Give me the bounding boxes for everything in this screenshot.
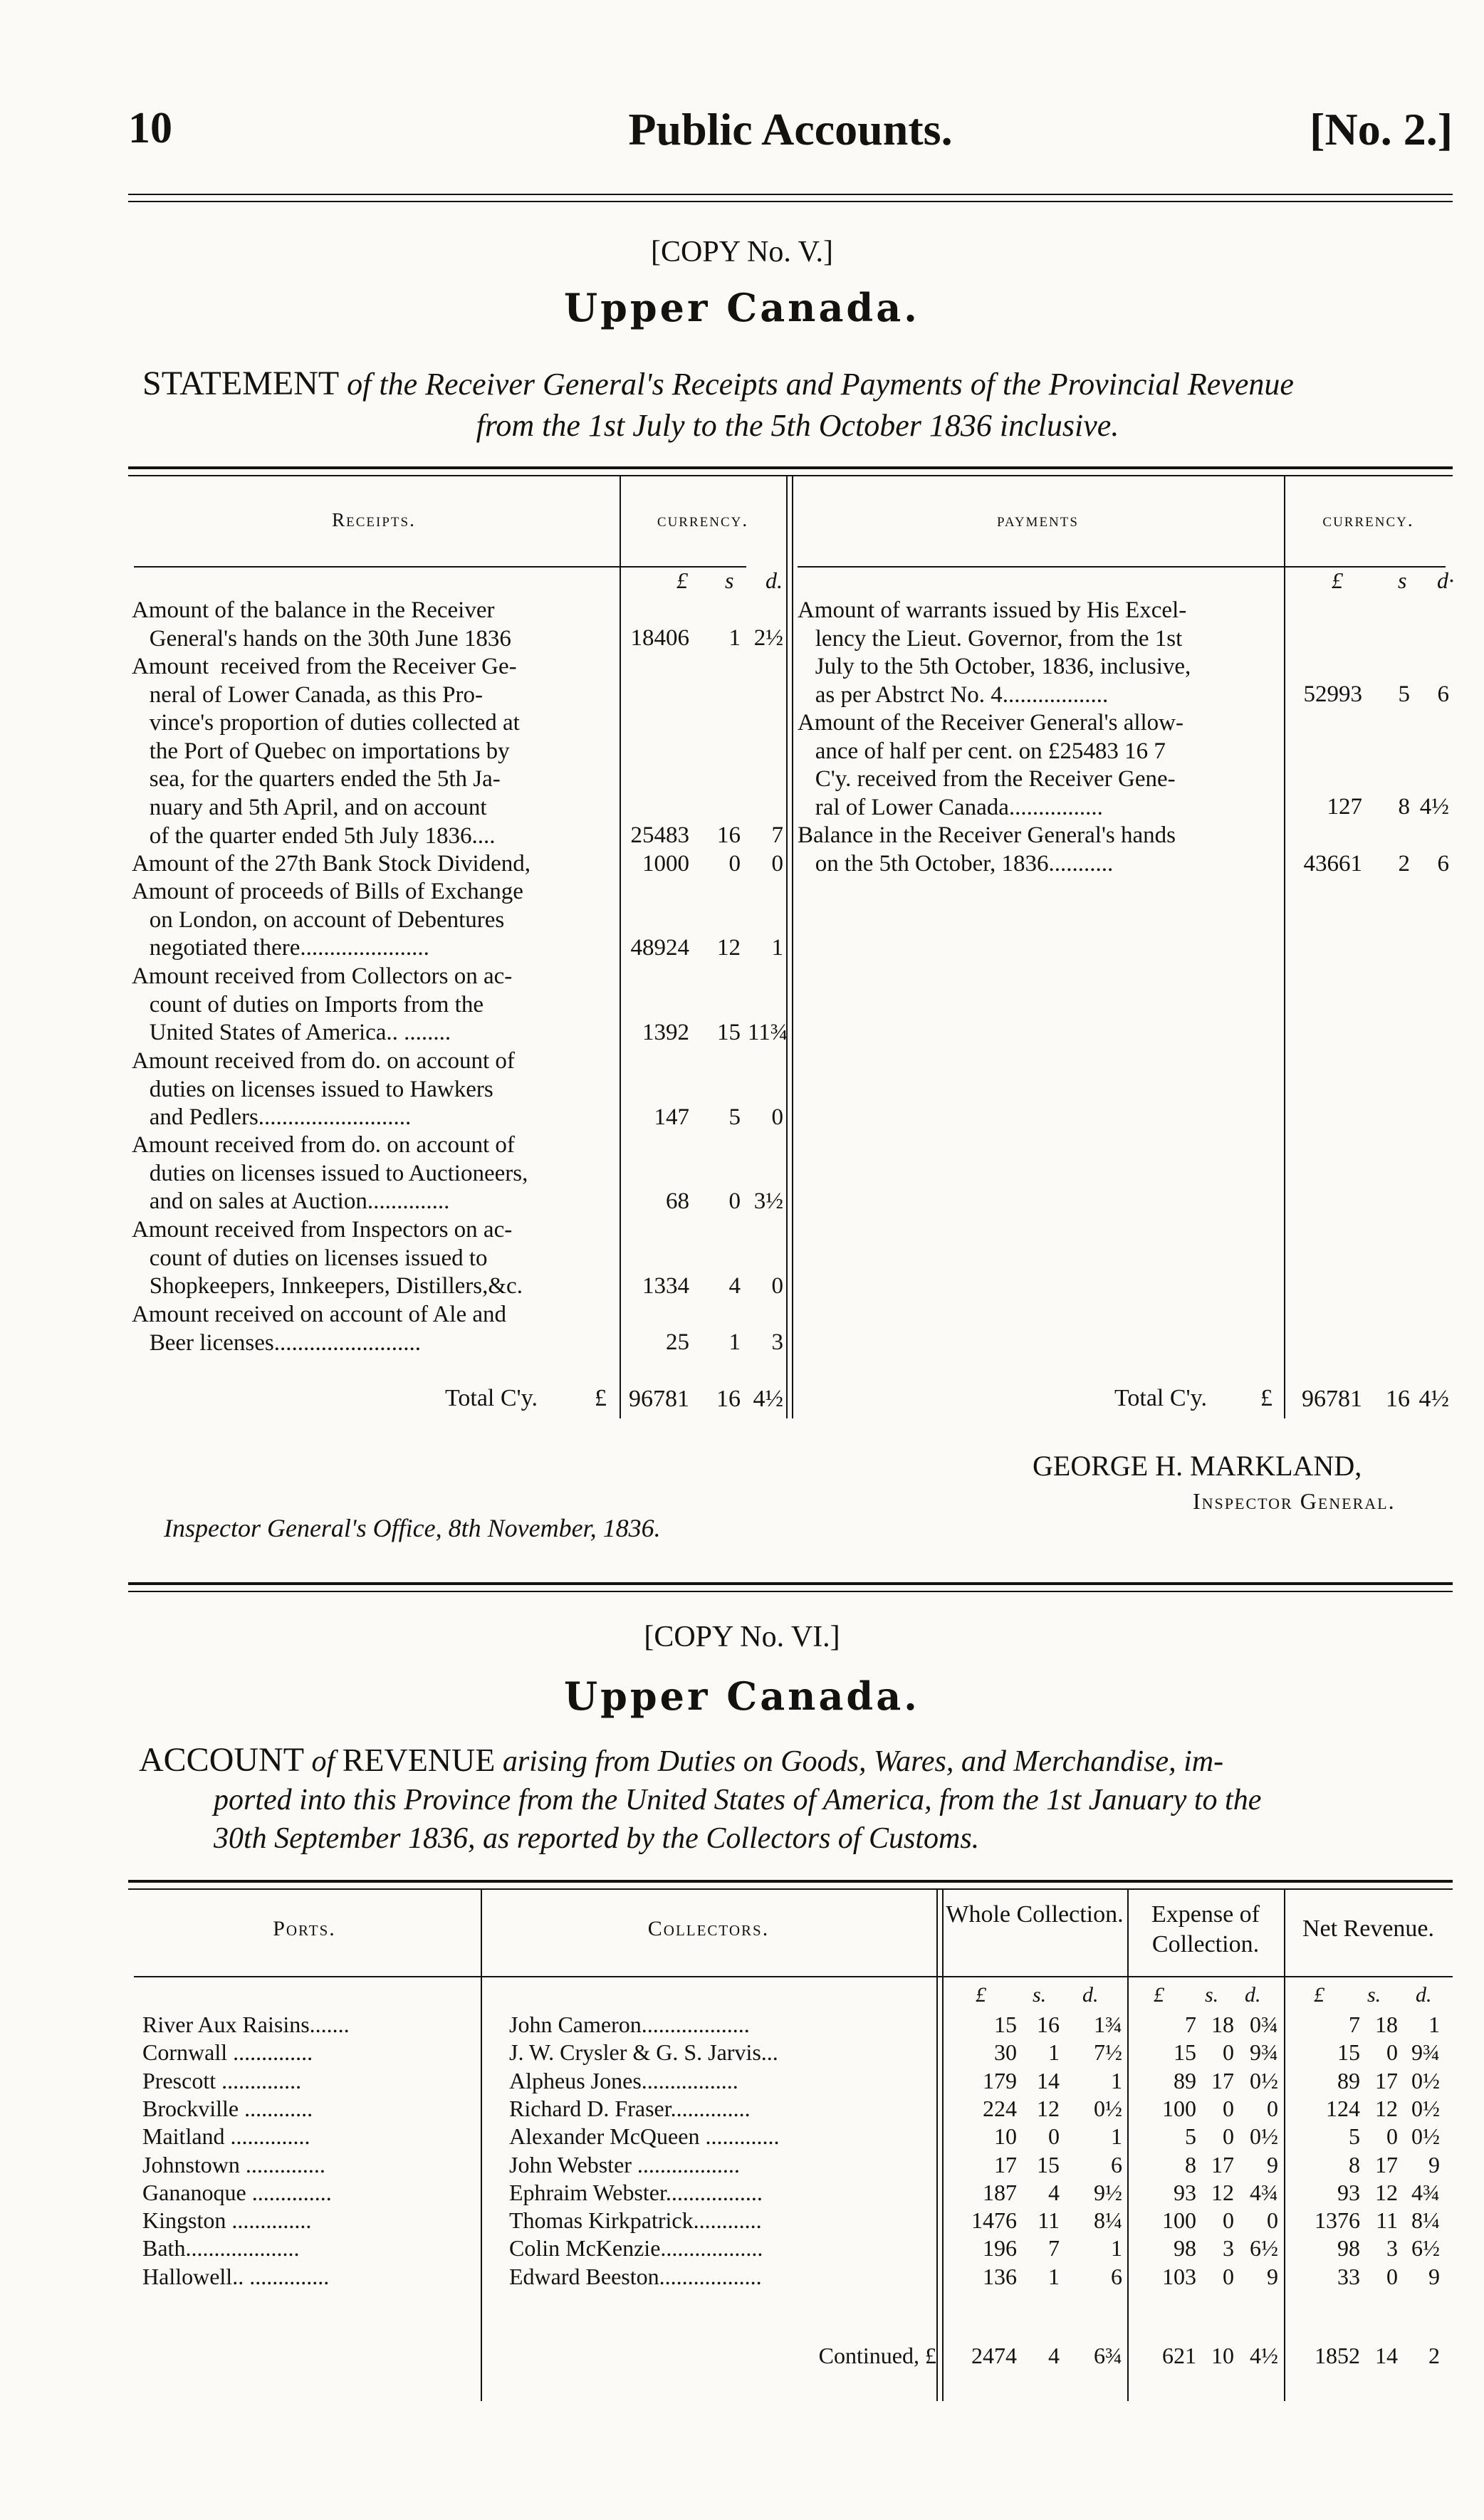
unit-shillings: s — [1398, 568, 1407, 593]
payment-shillings: 2 — [1398, 851, 1410, 877]
collector-name: Alpheus Jones................. — [509, 2067, 738, 2093]
statement-title — [142, 363, 1453, 446]
receipt-pounds: 147 — [654, 1104, 689, 1130]
expense-pounds: 103 — [1162, 2263, 1196, 2289]
net-pence: 0½ — [1411, 2095, 1440, 2121]
expense-pence: 0¾ — [1250, 2012, 1278, 2037]
receipt-pence: 2½ — [753, 625, 783, 651]
expense-pounds: 8 — [1185, 2151, 1196, 2177]
receipt-pounds: 68 — [666, 1188, 689, 1214]
expense-pounds: 15 — [1174, 2039, 1196, 2066]
whole-pounds: 196 — [983, 2235, 1017, 2262]
whole-pounds: 10 — [994, 2123, 1017, 2150]
expense-pounds: 621 — [1162, 2343, 1196, 2368]
collector-name: John Cameron................... — [509, 2012, 750, 2037]
expense-pounds: 89 — [1174, 2067, 1196, 2093]
receipt-shillings: 0 — [728, 1188, 741, 1214]
receipt-pounds: 25 — [666, 1329, 689, 1355]
expense-pence: 0 — [1267, 2095, 1278, 2121]
currency-header: currency. — [1322, 509, 1414, 530]
table-row — [128, 2235, 1453, 2262]
port-name: Johnstown .............. — [142, 2151, 325, 2177]
whole-shillings: 14 — [1037, 2067, 1060, 2093]
table-row — [128, 2123, 1453, 2150]
receipt-pounds: 1334 — [642, 1273, 689, 1299]
net-pounds: 7 — [1349, 2012, 1360, 2037]
receipt-pence: 7 — [771, 822, 783, 848]
receipt-shillings: 15 — [717, 1020, 741, 1045]
unit-label: £ — [976, 1983, 986, 2007]
whole-shillings: 11 — [1038, 2207, 1060, 2234]
receipt-shillings: 1 — [728, 625, 741, 651]
payment-pence: 6 — [1437, 681, 1449, 707]
signatory-title: Inspector General. — [1193, 1488, 1396, 1514]
document-number: [No. 2.] — [1310, 104, 1453, 155]
whole-pence: 9½ — [1094, 2179, 1122, 2205]
receipt-pence: 0 — [771, 1104, 783, 1130]
payment-pence: 6 — [1437, 851, 1449, 877]
statement-table — [128, 466, 1453, 1417]
statement-line1: of the Receiver General's Receipts and Payments of the Provincial Revenue — [347, 367, 1294, 402]
expense-pence: 6½ — [1250, 2235, 1278, 2262]
port-name: Maitland .............. — [142, 2123, 310, 2150]
receipt-shillings: 0 — [728, 851, 741, 877]
net-pence: 9¾ — [1411, 2039, 1440, 2066]
account-of: of — [311, 1745, 335, 1778]
payment-entry: Balance in the Receiver General's hands on the 5th October, 1836........... — [798, 822, 1176, 877]
whole-shillings: 16 — [1037, 2012, 1060, 2037]
ports-header: Ports. — [273, 1917, 336, 1940]
net-pence: 9 — [1428, 2151, 1440, 2177]
place-heading: Upper Canada. — [564, 1673, 920, 1719]
collector-name: Edward Beeston.................. — [509, 2263, 762, 2289]
account-line1: arising from Duties on Goods, Wares, and Merchandise, im- — [502, 1745, 1224, 1778]
expense-pence: 9 — [1267, 2263, 1278, 2289]
receipt-shillings: 1 — [728, 1329, 741, 1355]
page-title: Public Accounts. — [628, 104, 953, 155]
collector-name: J. W. Crysler & G. S. Jarvis... — [509, 2039, 778, 2066]
account-lead: ACCOUNT — [139, 1741, 305, 1779]
whole-pence: 7½ — [1094, 2039, 1122, 2066]
table-rule — [134, 1976, 1453, 1977]
expense-shillings: 12 — [1211, 2179, 1234, 2205]
whole-shillings: 1 — [1048, 2039, 1060, 2066]
collector-name: Richard D. Fraser.............. — [509, 2095, 751, 2121]
receipts-header: Receipts. — [332, 509, 416, 530]
expense-pence: 9¾ — [1250, 2039, 1278, 2066]
net-shillings: 0 — [1386, 2263, 1398, 2289]
collector-name: Thomas Kirkpatrick............ — [509, 2207, 762, 2234]
unit-pence: d. — [765, 568, 783, 593]
unit-pounds: £ — [1332, 568, 1343, 593]
payment-pounds: 52993 — [1303, 681, 1362, 707]
office-date-line: Inspector General's Office, 8th November, 1836. — [164, 1514, 661, 1542]
receipt-shillings: 12 — [717, 935, 741, 961]
payment-entry: Amount of the Receiver General's allow- ance of half per cent. on £25483 16 7 C'y. received from the Receiver Gene- ral of Lower Canada................ — [798, 710, 1184, 820]
port-name: Brockville ............ — [142, 2095, 313, 2121]
table-row — [128, 2068, 1453, 2095]
whole-pence: 1 — [1111, 2123, 1122, 2150]
payment-shillings: 8 — [1398, 794, 1410, 820]
copy-label: [COPY No. VI.] — [644, 1621, 840, 1653]
table-rule — [128, 1880, 1453, 1883]
receipt-entry: Amount received from do. on account of duties on licenses issued to Hawkers and Pedlers.......................... — [132, 1048, 515, 1131]
expense-shillings: 10 — [1211, 2343, 1234, 2368]
expense-pence: 0½ — [1250, 2123, 1278, 2150]
total-pence: 4½ — [1418, 1386, 1449, 1412]
expense-pence: 0½ — [1250, 2067, 1278, 2093]
net-pounds: 33 — [1337, 2263, 1360, 2289]
receipt-entry: Amount of the 27th Bank Stock Dividend, — [132, 851, 531, 877]
expense-pounds: 7 — [1185, 2012, 1196, 2037]
statement-line2: from the 1st July to the 5th October 1836 inclusive. — [476, 408, 1119, 443]
net-shillings: 17 — [1375, 2067, 1398, 2093]
place-heading: Upper Canada. — [564, 285, 920, 330]
table-row — [128, 2180, 1453, 2207]
continued-row — [128, 2343, 1453, 2370]
whole-pence: 1 — [1111, 2067, 1122, 2093]
whole-pence: 6 — [1111, 2151, 1122, 2177]
expense-pounds: 93 — [1174, 2179, 1196, 2205]
whole-pounds: 30 — [994, 2039, 1017, 2066]
net-pounds: 1852 — [1315, 2343, 1360, 2368]
expense-shillings: 17 — [1211, 2067, 1234, 2093]
unit-shillings: s — [725, 568, 734, 593]
net-shillings: 3 — [1386, 2235, 1398, 2262]
expense-shillings: 18 — [1211, 2012, 1234, 2037]
net-pence: 6½ — [1411, 2235, 1440, 2262]
receipt-entry: Amount of proceeds of Bills of Exchange on London, on account of Debentures negotiated there...................... — [132, 879, 523, 961]
whole-pence: 6 — [1111, 2263, 1122, 2289]
table-rule — [134, 566, 746, 568]
expense-shillings: 0 — [1223, 2095, 1234, 2121]
net-shillings: 12 — [1375, 2095, 1398, 2121]
table-rule — [798, 566, 1446, 568]
whole-pounds: 17 — [994, 2151, 1017, 2177]
table-row — [128, 2152, 1453, 2179]
total-shillings: 16 — [1386, 1386, 1410, 1412]
receipt-entry: Amount received from do. on account of duties on licenses issued to Auctioneers, and on sales at Auction.............. — [132, 1132, 528, 1215]
expense-pounds: 98 — [1174, 2235, 1196, 2262]
signatory-name: GEORGE H. MARKLAND, — [1033, 1450, 1362, 1482]
whole-shillings: 4 — [1048, 2343, 1060, 2368]
net-pence: 4¾ — [1411, 2179, 1440, 2205]
receipt-pence: 3 — [771, 1329, 783, 1355]
table-row — [128, 2096, 1453, 2123]
payment-pence: 4½ — [1419, 794, 1449, 820]
port-name: Hallowell.. .............. — [142, 2263, 330, 2289]
collector-name: Ephraim Webster................. — [509, 2179, 763, 2205]
expense-shillings: 0 — [1223, 2123, 1234, 2150]
net-pounds: 1376 — [1315, 2207, 1360, 2234]
total-symbol: £ — [1260, 1385, 1273, 1411]
port-name: River Aux Raisins....... — [142, 2012, 350, 2037]
receipt-pence: 3½ — [753, 1188, 783, 1214]
unit-pounds: £ — [676, 568, 688, 593]
table-rule — [128, 466, 1453, 469]
receipt-pence: 0 — [771, 1273, 783, 1299]
net-pence: 8¼ — [1411, 2207, 1440, 2234]
copy-label: [COPY No. V.] — [651, 236, 833, 268]
whole-shillings: 12 — [1037, 2095, 1060, 2121]
unit-label: £ — [1154, 1983, 1164, 2007]
unit-label: £ — [1314, 1983, 1324, 2007]
account-revenue: REVENUE — [342, 1742, 496, 1778]
net-pence: 2 — [1428, 2343, 1440, 2368]
expense-pence: 0 — [1267, 2207, 1278, 2234]
expense-pounds: 100 — [1162, 2095, 1196, 2121]
whole-pence: 1¾ — [1094, 2012, 1122, 2037]
whole-pounds: 1476 — [971, 2207, 1017, 2234]
expense-header: Expense of Collection. — [1151, 1901, 1260, 1957]
receipt-entry: Amount received on account of Ale and Beer licenses......................... — [132, 1302, 506, 1356]
net-pence: 0½ — [1411, 2067, 1440, 2093]
receipt-pence: 11¾ — [748, 1020, 788, 1045]
total-shillings: 16 — [716, 1386, 741, 1412]
account-title — [139, 1741, 1453, 1858]
net-shillings: 17 — [1375, 2151, 1398, 2177]
payments-header: payments — [997, 509, 1079, 530]
net-pounds: 124 — [1326, 2095, 1360, 2121]
page-number: 10 — [128, 104, 172, 152]
table-row — [128, 2039, 1453, 2066]
receipt-shillings: 4 — [728, 1273, 741, 1299]
port-name: Gananoque .............. — [142, 2179, 332, 2205]
unit-label: d. — [1416, 1983, 1432, 2007]
collector-name: Alexander McQueen ............. — [509, 2123, 780, 2150]
account-line2: ported into this Province from the United States of America, from the 1st January to the — [214, 1784, 1262, 1816]
account-line3: 30th September 1836, as reported by the Collectors of Customs. — [214, 1822, 980, 1855]
table-row — [128, 2012, 1453, 2039]
whole-pounds: 224 — [983, 2095, 1017, 2121]
payment-pounds: 127 — [1327, 794, 1362, 820]
unit-label: s. — [1367, 1983, 1381, 2007]
payment-shillings: 5 — [1398, 681, 1410, 707]
table-rule — [128, 1888, 1453, 1890]
expense-pence: 9 — [1267, 2151, 1278, 2177]
expense-pounds: 5 — [1185, 2123, 1196, 2150]
expense-pence: 4¾ — [1250, 2179, 1278, 2205]
header-rule — [128, 201, 1453, 202]
whole-pounds: 15 — [994, 2012, 1017, 2037]
collectors-header: Collectors. — [647, 1917, 770, 1940]
whole-shillings: 4 — [1048, 2179, 1060, 2205]
whole-shillings: 0 — [1048, 2123, 1060, 2150]
column-rule — [1284, 475, 1285, 1418]
page-header — [128, 103, 1453, 167]
whole-pence: 6¾ — [1094, 2343, 1122, 2368]
unit-label: s. — [1205, 1983, 1219, 2007]
net-pounds: 5 — [1349, 2123, 1360, 2150]
whole-pence: 0½ — [1094, 2095, 1122, 2121]
net-pence: 0½ — [1411, 2123, 1440, 2150]
net-pounds: 89 — [1337, 2067, 1360, 2093]
unit-label: s. — [1033, 1983, 1047, 2007]
receipt-pounds: 1392 — [642, 1020, 689, 1045]
currency-header: currency. — [657, 509, 749, 530]
table-row — [128, 2207, 1453, 2234]
port-name: Kingston .............. — [142, 2207, 312, 2234]
receipt-pounds: 25483 — [630, 822, 689, 848]
collector-name: John Webster .................. — [509, 2151, 740, 2177]
expense-pounds: 100 — [1162, 2207, 1196, 2234]
whole-pounds: 136 — [983, 2263, 1017, 2289]
net-revenue-header: Net Revenue. — [1302, 1915, 1435, 1942]
receipt-shillings: 16 — [717, 822, 741, 848]
net-pence: 1 — [1428, 2012, 1440, 2037]
net-shillings: 18 — [1375, 2012, 1398, 2037]
whole-shillings: 15 — [1037, 2151, 1060, 2177]
net-shillings: 0 — [1386, 2039, 1398, 2066]
whole-pounds: 2474 — [971, 2343, 1017, 2368]
total-pounds: 96781 — [1302, 1386, 1362, 1412]
whole-shillings: 7 — [1048, 2235, 1060, 2262]
whole-pounds: 179 — [983, 2067, 1017, 2093]
receipt-entry: Amount received from Collectors on ac- count of duties on Imports from the United States of America.. ........ — [132, 963, 513, 1046]
expense-pence: 4½ — [1250, 2343, 1278, 2368]
net-pounds: 15 — [1337, 2039, 1360, 2066]
unit-label: d. — [1082, 1983, 1099, 2007]
net-pounds: 98 — [1337, 2235, 1360, 2262]
table-row — [128, 2264, 1453, 2291]
whole-collection-header: Whole Collection. — [946, 1901, 1124, 1928]
table-rule — [128, 475, 1453, 476]
whole-pence: 1 — [1111, 2235, 1122, 2262]
payment-pounds: 43661 — [1303, 851, 1362, 877]
net-shillings: 14 — [1375, 2343, 1398, 2368]
receipt-entry: Amount of the balance in the Receiver General's hands on the 30th June 1836 — [132, 597, 511, 652]
net-pounds: 8 — [1349, 2151, 1360, 2177]
statement-lead: STATEMENT — [142, 365, 340, 402]
whole-pence: 8¼ — [1094, 2207, 1122, 2234]
net-shillings: 12 — [1375, 2179, 1398, 2205]
receipt-pounds: 18406 — [630, 625, 689, 651]
total-pence: 4½ — [753, 1386, 783, 1412]
revenue-table — [128, 1880, 1453, 2407]
total-label: Total C'y. — [1114, 1385, 1207, 1411]
payment-entry: Amount of warrants issued by His Excel- lency the Lieut. Governor, from the 1st July to the 5th October, 1836, inclusive, as per Abstrct No. 4.................. — [798, 597, 1191, 708]
port-name: Cornwall .............. — [142, 2039, 313, 2066]
whole-shillings: 1 — [1048, 2263, 1060, 2289]
total-pounds: 96781 — [629, 1386, 689, 1412]
port-name: Prescott .............. — [142, 2067, 302, 2093]
expense-shillings: 3 — [1223, 2235, 1234, 2262]
unit-pence: d· — [1437, 568, 1454, 593]
net-shillings: 0 — [1386, 2123, 1398, 2150]
net-pounds: 93 — [1337, 2179, 1360, 2205]
total-label: Total C'y. — [445, 1385, 538, 1411]
continued-label: Continued, £ — [818, 2343, 936, 2368]
receipt-pounds: 1000 — [642, 851, 689, 877]
column-rule — [786, 475, 788, 1418]
receipt-pence: 0 — [771, 851, 783, 877]
expense-shillings: 0 — [1223, 2263, 1234, 2289]
receipt-pounds: 48924 — [630, 935, 689, 961]
column-rule — [792, 475, 793, 1418]
receipt-entry: Amount received from Inspectors on ac- count of duties on licenses issued to Shopkeepers, Innkeepers, Distillers,&c. — [132, 1217, 523, 1300]
net-shillings: 11 — [1376, 2207, 1398, 2234]
port-name: Bath.................... — [142, 2235, 300, 2262]
unit-label: d. — [1245, 1983, 1261, 2007]
total-symbol: £ — [595, 1385, 607, 1411]
receipt-pence: 1 — [771, 935, 783, 961]
net-pence: 9 — [1428, 2263, 1440, 2289]
collector-name: Colin McKenzie.................. — [509, 2235, 763, 2262]
section-rule — [128, 1591, 1453, 1592]
header-rule — [128, 194, 1453, 195]
expense-shillings: 17 — [1211, 2151, 1234, 2177]
whole-pounds: 187 — [983, 2179, 1017, 2205]
expense-shillings: 0 — [1223, 2039, 1234, 2066]
receipt-entry: Amount received from the Receiver Ge- neral of Lower Canada, as this Pro- vince's proportion of duties collected at the Port of Quebec on importations by sea, for the quarters ended the 5th Ja- nuary and 5th April, and on account of the quarter ended 5th July 1836.... — [132, 654, 520, 849]
expense-shillings: 0 — [1223, 2207, 1234, 2234]
receipt-shillings: 5 — [728, 1104, 741, 1130]
section-rule — [128, 1582, 1453, 1585]
